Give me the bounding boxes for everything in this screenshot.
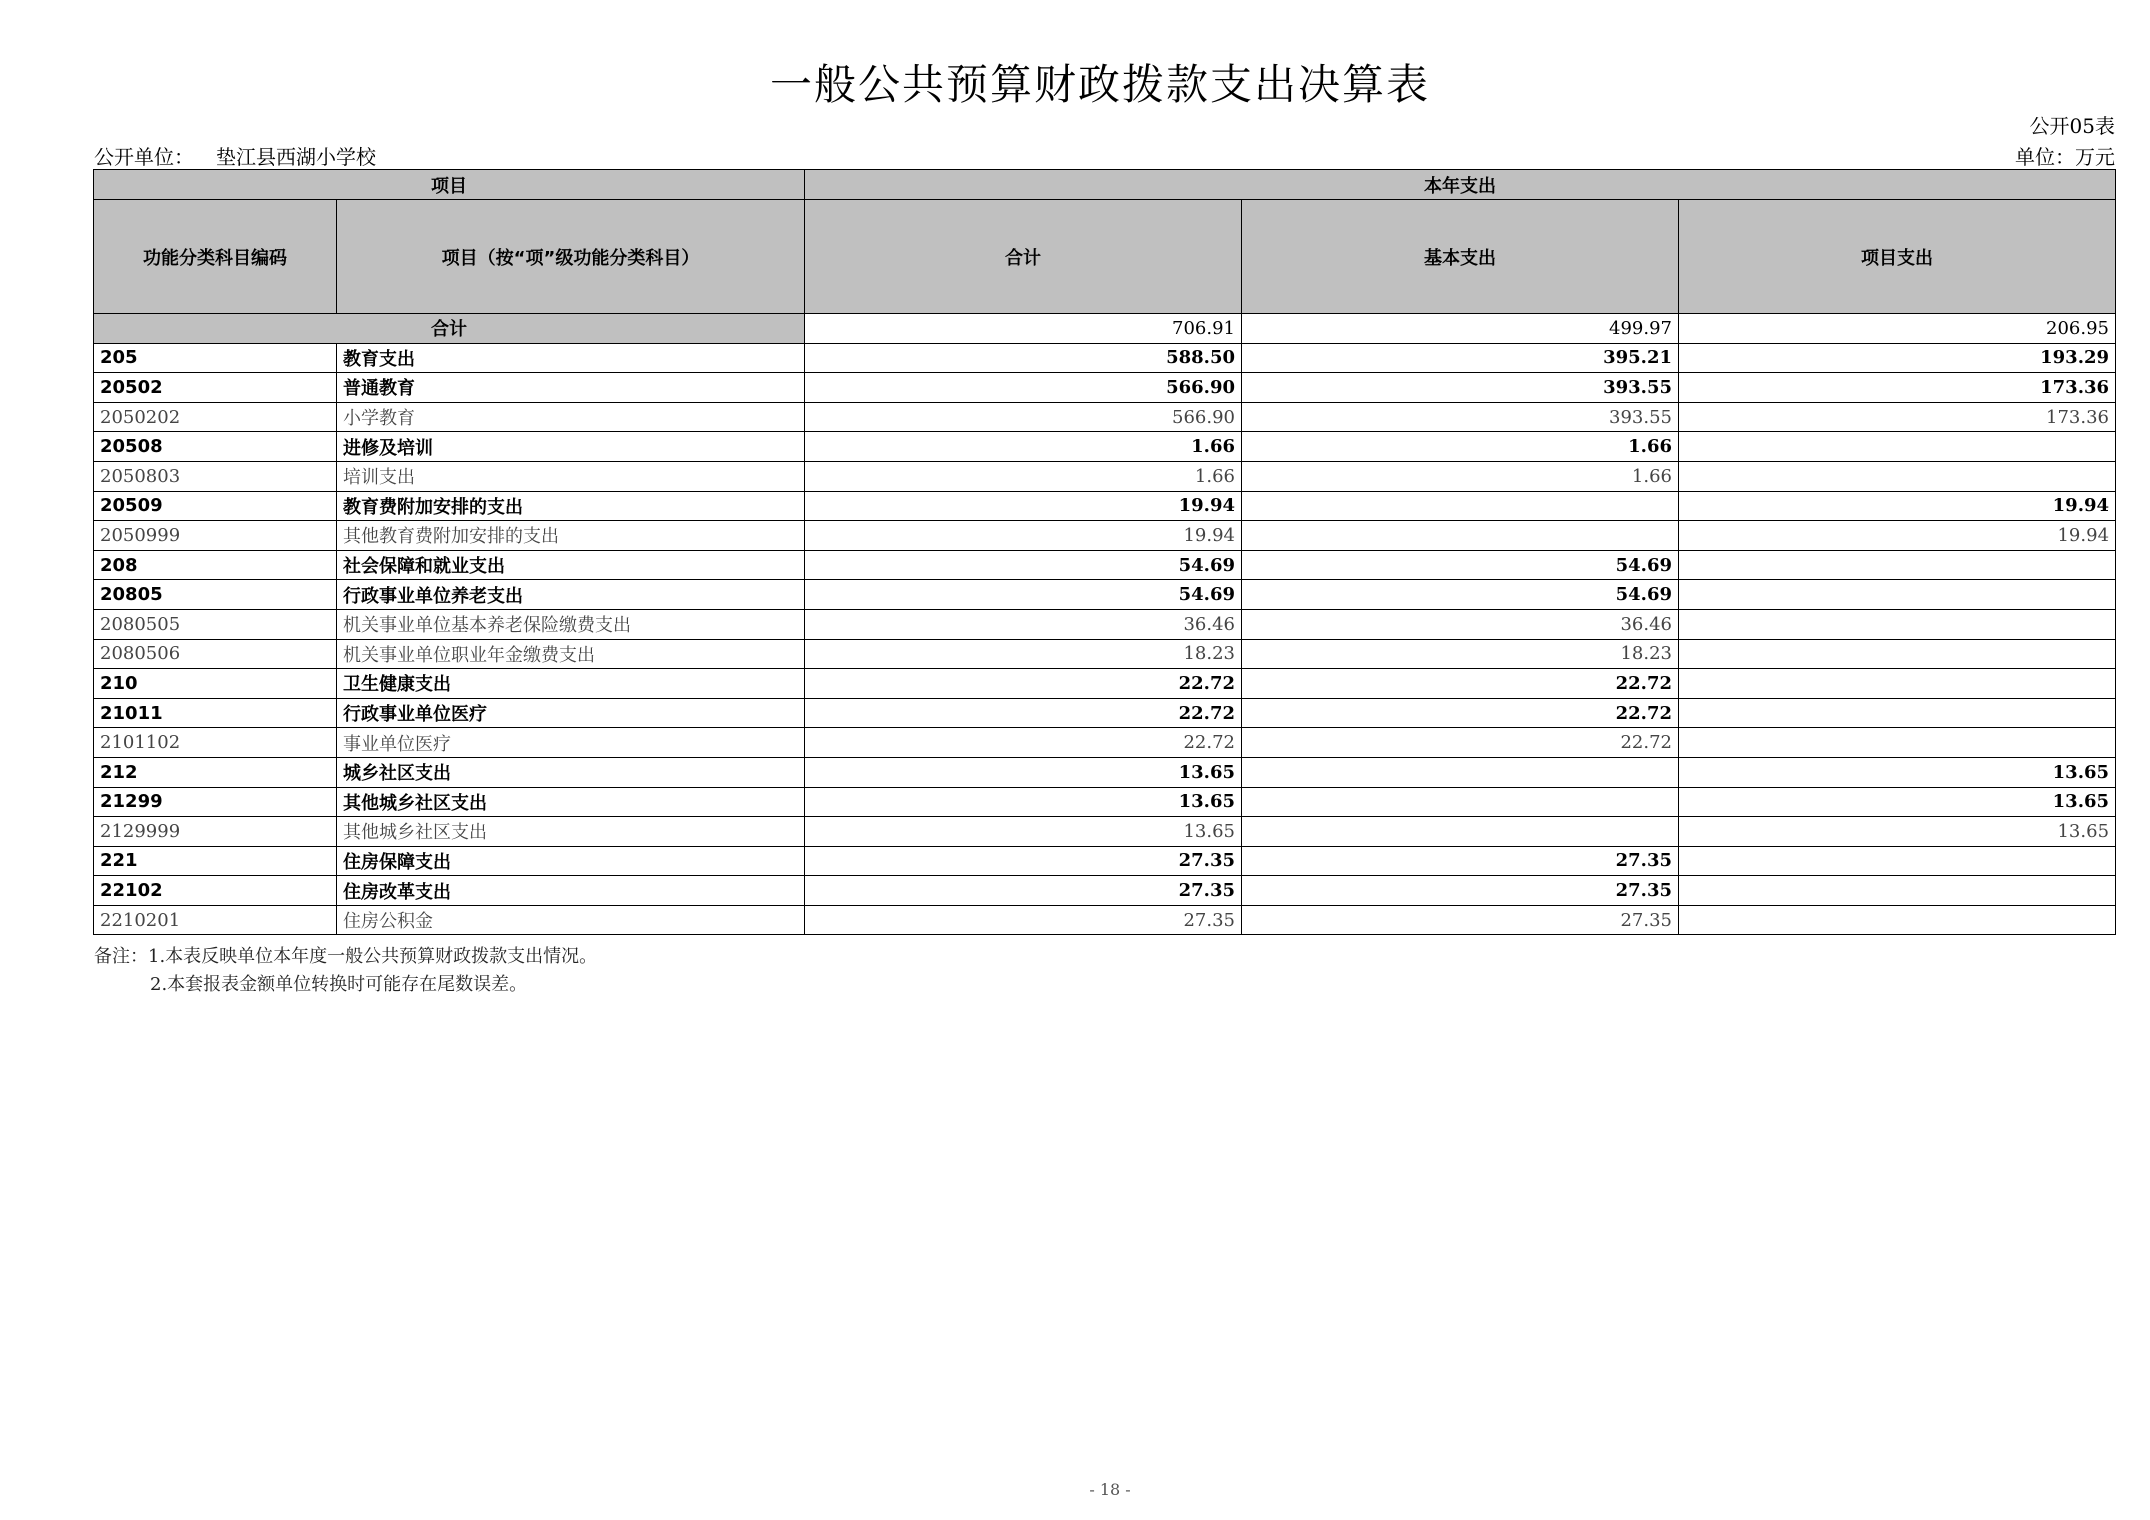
row-name: 普通教育: [337, 373, 805, 403]
table-row: [94, 728, 2116, 758]
row-code: 2050999: [94, 521, 337, 551]
row-total: 22.72: [805, 669, 1242, 699]
row-code: 208: [94, 550, 337, 580]
row-code: 22102: [94, 876, 337, 906]
row-total: 1.66: [805, 461, 1242, 491]
row-name: 小学教育: [337, 402, 805, 432]
table-row: [94, 461, 2116, 491]
total-sum: 706.91: [805, 314, 1242, 344]
row-name: 其他城乡社区支出: [337, 817, 805, 847]
table-row: [94, 787, 2116, 817]
table-row: [94, 876, 2116, 906]
row-name: 卫生健康支出: [337, 669, 805, 699]
row-name: 培训支出: [337, 461, 805, 491]
row-name: 社会保障和就业支出: [337, 550, 805, 580]
row-name: 事业单位医疗: [337, 728, 805, 758]
row-project: [1679, 698, 2116, 728]
row-code: 212: [94, 757, 337, 787]
row-code: 205: [94, 343, 337, 373]
total-project: 206.95: [1679, 314, 2116, 344]
page-title: 一般公共预算财政拨款支出决算表: [769, 60, 1430, 109]
header-project: 项目: [94, 170, 805, 200]
row-total: 13.65: [805, 757, 1242, 787]
budget-table: [93, 169, 2116, 935]
row-basic: 22.72: [1242, 669, 1679, 699]
form-number: 公开05表: [2029, 114, 2115, 138]
header-row-bottom: [94, 200, 2116, 314]
row-basic: [1242, 521, 1679, 551]
row-code: 210: [94, 669, 337, 699]
row-basic: 18.23: [1242, 639, 1679, 669]
row-name: 机关事业单位职业年金缴费支出: [337, 639, 805, 669]
row-project: [1679, 550, 2116, 580]
row-project: [1679, 728, 2116, 758]
row-total: 27.35: [805, 876, 1242, 906]
row-basic: 54.69: [1242, 550, 1679, 580]
row-name: 其他城乡社区支出: [337, 787, 805, 817]
row-name: 城乡社区支出: [337, 757, 805, 787]
table-row: [94, 402, 2116, 432]
header-project-expense: 项目支出: [1679, 200, 2116, 314]
row-project: [1679, 669, 2116, 699]
row-total: 22.72: [805, 698, 1242, 728]
row-project: [1679, 639, 2116, 669]
row-total: 22.72: [805, 728, 1242, 758]
page-number: - 18 -: [1089, 1480, 1131, 1499]
row-total: 13.65: [805, 817, 1242, 847]
row-total: 1.66: [805, 432, 1242, 462]
row-basic: 393.55: [1242, 402, 1679, 432]
row-name: 住房改革支出: [337, 876, 805, 906]
row-total: 19.94: [805, 491, 1242, 521]
header-current-year: 本年支出: [805, 170, 2116, 200]
row-name: 教育费附加安排的支出: [337, 491, 805, 521]
row-name: 进修及培训: [337, 432, 805, 462]
header-row-top: [94, 170, 2116, 200]
note-line-2: 2.本套报表金额单位转换时可能存在尾数误差。: [150, 974, 528, 995]
row-basic: 54.69: [1242, 580, 1679, 610]
notes: [94, 943, 597, 999]
row-project: 13.65: [1679, 757, 2116, 787]
row-code: 21011: [94, 698, 337, 728]
table-row: [94, 905, 2116, 935]
reporting-unit-name: 垫江县西湖小学校: [216, 145, 376, 169]
row-code: 2080506: [94, 639, 337, 669]
row-total: 18.23: [805, 639, 1242, 669]
row-code: 2050202: [94, 402, 337, 432]
row-code: 2129999: [94, 817, 337, 847]
row-name: 其他教育费附加安排的支出: [337, 521, 805, 551]
row-project: 13.65: [1679, 817, 2116, 847]
row-basic: 393.55: [1242, 373, 1679, 403]
table-row: [94, 846, 2116, 876]
currency-unit: 单位：万元: [2015, 145, 2115, 169]
row-project: 193.29: [1679, 343, 2116, 373]
row-total: 588.50: [805, 343, 1242, 373]
row-total: 19.94: [805, 521, 1242, 551]
row-total: 27.35: [805, 846, 1242, 876]
total-row: [94, 314, 2116, 344]
row-code: 21299: [94, 787, 337, 817]
row-project: [1679, 432, 2116, 462]
row-total: 54.69: [805, 550, 1242, 580]
header-name: 项目（按“项”级功能分类科目）: [337, 200, 805, 314]
row-total: 566.90: [805, 402, 1242, 432]
row-name: 住房保障支出: [337, 846, 805, 876]
row-project: [1679, 846, 2116, 876]
row-basic: 36.46: [1242, 609, 1679, 639]
row-code: 20502: [94, 373, 337, 403]
table-row: [94, 373, 2116, 403]
header-total: 合计: [805, 200, 1242, 314]
row-name: 行政事业单位养老支出: [337, 580, 805, 610]
row-code: 20509: [94, 491, 337, 521]
table-row: [94, 669, 2116, 699]
row-project: [1679, 580, 2116, 610]
row-basic: 22.72: [1242, 728, 1679, 758]
row-basic: [1242, 491, 1679, 521]
note-line-1: 备注：1.本表反映单位本年度一般公共预算财政拨款支出情况。: [94, 946, 598, 967]
row-project: 19.94: [1679, 521, 2116, 551]
row-basic: [1242, 817, 1679, 847]
row-basic: [1242, 787, 1679, 817]
table-row: [94, 432, 2116, 462]
row-total: 13.65: [805, 787, 1242, 817]
table-row: [94, 609, 2116, 639]
row-name: 教育支出: [337, 343, 805, 373]
table-row: [94, 521, 2116, 551]
reporting-unit: [94, 141, 376, 170]
row-project: 173.36: [1679, 402, 2116, 432]
table-row: [94, 550, 2116, 580]
row-project: [1679, 905, 2116, 935]
row-total: 27.35: [805, 905, 1242, 935]
row-code: 2080505: [94, 609, 337, 639]
row-code: 2050803: [94, 461, 337, 491]
row-basic: 22.72: [1242, 698, 1679, 728]
header-basic: 基本支出: [1242, 200, 1679, 314]
table-row: [94, 343, 2116, 373]
reporting-unit-label: 公开单位：: [94, 145, 194, 169]
row-project: 19.94: [1679, 491, 2116, 521]
row-basic: 27.35: [1242, 905, 1679, 935]
table-row: [94, 757, 2116, 787]
table-row: [94, 639, 2116, 669]
row-code: 2101102: [94, 728, 337, 758]
row-project: [1679, 876, 2116, 906]
row-basic: 27.35: [1242, 876, 1679, 906]
row-project: [1679, 609, 2116, 639]
table-row: [94, 491, 2116, 521]
row-basic: 27.35: [1242, 846, 1679, 876]
row-basic: 395.21: [1242, 343, 1679, 373]
row-name: 住房公积金: [337, 905, 805, 935]
row-code: 20805: [94, 580, 337, 610]
row-name: 机关事业单位基本养老保险缴费支出: [337, 609, 805, 639]
row-name: 行政事业单位医疗: [337, 698, 805, 728]
row-code: 221: [94, 846, 337, 876]
row-project: [1679, 461, 2116, 491]
table-row: [94, 580, 2116, 610]
total-basic: 499.97: [1242, 314, 1679, 344]
row-basic: 1.66: [1242, 461, 1679, 491]
header-code: 功能分类科目编码: [94, 200, 337, 314]
row-project: 13.65: [1679, 787, 2116, 817]
row-total: 36.46: [805, 609, 1242, 639]
table-row: [94, 698, 2116, 728]
total-label: 合计: [94, 314, 805, 344]
row-basic: [1242, 757, 1679, 787]
row-project: 173.36: [1679, 373, 2116, 403]
table-row: [94, 817, 2116, 847]
row-code: 20508: [94, 432, 337, 462]
row-total: 566.90: [805, 373, 1242, 403]
row-total: 54.69: [805, 580, 1242, 610]
row-code: 2210201: [94, 905, 337, 935]
row-basic: 1.66: [1242, 432, 1679, 462]
